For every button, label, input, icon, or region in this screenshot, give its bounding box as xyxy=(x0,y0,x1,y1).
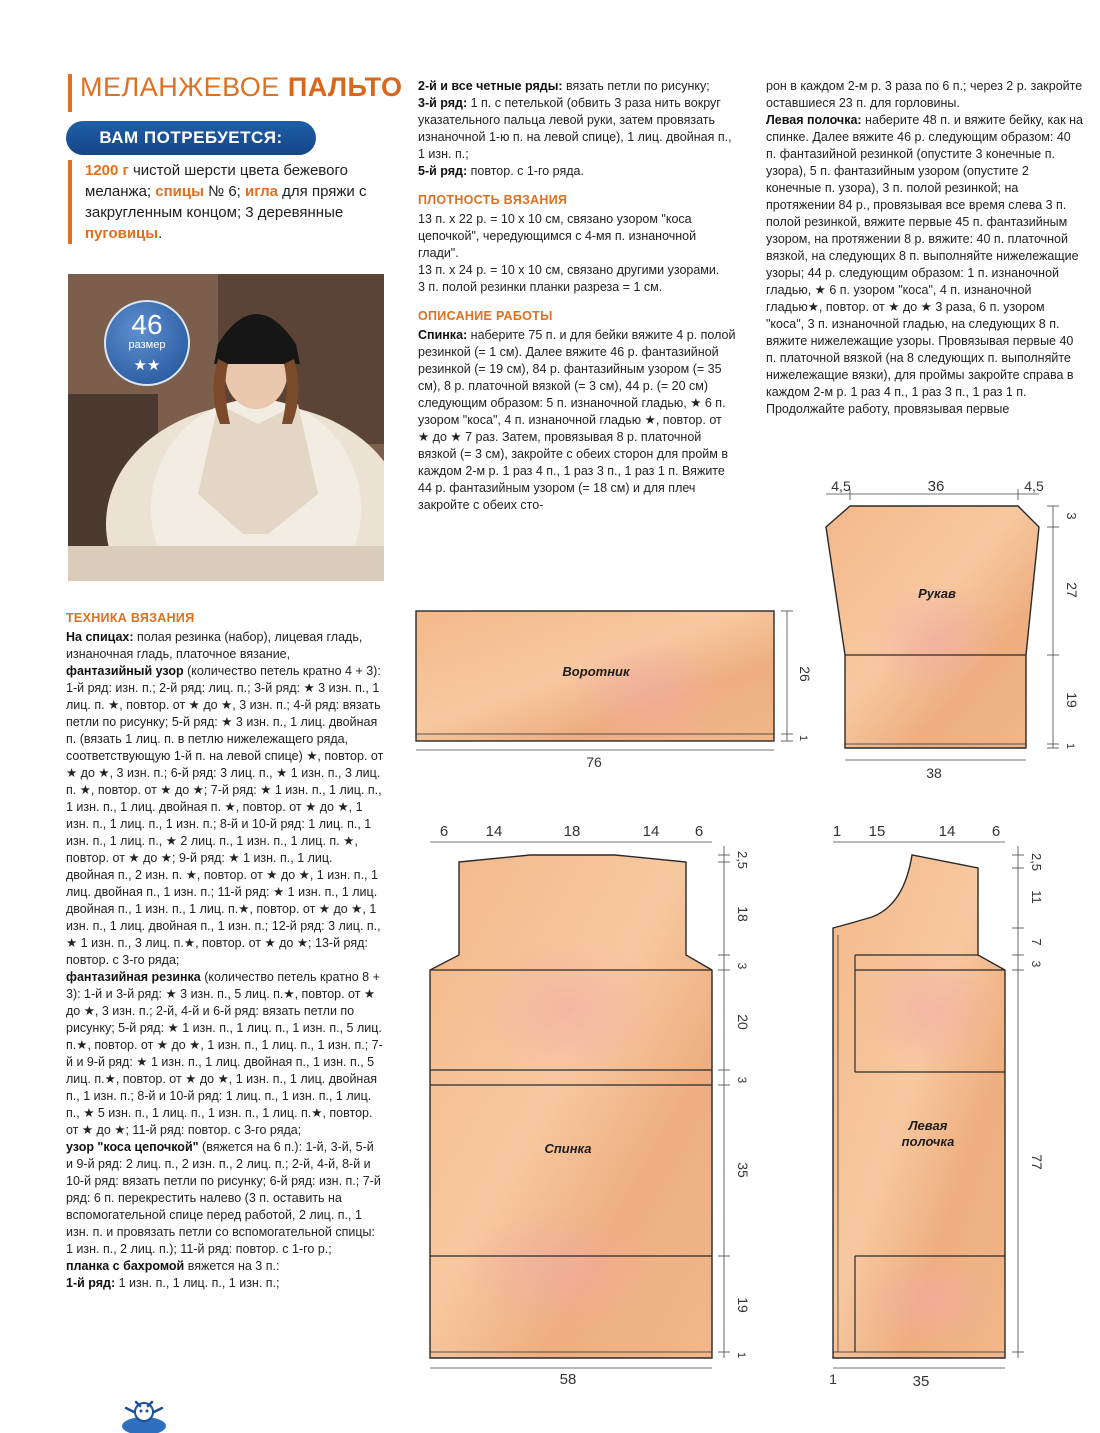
difficulty-stars: ★★ xyxy=(133,357,161,374)
needs-banner: ВАМ ПОТРЕБУЕТСЯ: xyxy=(66,121,316,155)
collar-diagram xyxy=(416,611,813,770)
front-dim-v4: 3 xyxy=(1029,960,1043,968)
back-dim-v4: 20 xyxy=(735,1014,751,1030)
title-bold: ПАЛЬТО xyxy=(287,72,403,102)
instructions-column-3: рон в каждом 2-м р. 3 раза по 6 п.; через 2 р. закройте оставшиеся 23 п. для горловины. Левая полочка: наберите 48 п. и вяжите бейку, как на спинке. Далее вяжите 46 р. следующим образом: 40 п. фантазийной резинкой (опустите 3 конечные п. узора), 5 п. фантазийным узором (опустите 2 конечные п. узора), 3 п. полой резинкой; на протяжении 84 р., провязывая все время слева 3 п. полой резинкой, вяжите первые 45 п. фантазийным узором, на протяжении 8 р. вяжите: 40 п. платочной вязкой, на следующих 8 п. выполняйте нижележащие узоры; 44 р. следующим образом: 1 п. изнаночной гладью, ★ 6 п. узором "коса", 4 п. изнаночной гладью★, повтор. от ★ до ★ 3 раза, 6 п. узором "коса", 3 п. изнаночной гладью, на следующих 8 п. вяжите нижележащие узоры. Провязывая первые 40 п. платочной вязкой (на 8 следующих п. выполняйте нижележащие вязки), для проймы закройте справа в каждом 2-м р. 1 раз 4 п., 1 раз 3 п., 1 раз 1 п. Продолжайте работу, провязывая первые xyxy=(766,79,1083,416)
back-dim-v8: 1 xyxy=(735,1351,747,1359)
back-dim-t3: 18 xyxy=(563,823,581,840)
back-diagram xyxy=(430,823,751,1388)
front-dim-v2: 11 xyxy=(1029,890,1044,904)
back-dim-t1: 6 xyxy=(439,823,449,840)
description-heading: ОПИСАНИЕ РАБОТЫ xyxy=(418,309,553,323)
sleeve-label: Рукав xyxy=(918,586,956,601)
sleeve-dim-v2: 27 xyxy=(1064,582,1080,598)
front-dim-v1: 2,5 xyxy=(1029,852,1044,872)
collar-dim-v2: 1 xyxy=(797,734,809,742)
materials-list: 1200 г чистой шерсти цвета бежевого меланжа; спицы № 6; игла для пряжи с закругленным концом; 3 деревянные пуговицы. xyxy=(68,160,397,244)
sleeve-dim-top-left: 4,5 xyxy=(831,478,851,494)
front-dim-b2: 35 xyxy=(912,1373,930,1390)
sleeve-dim-v1: 3 xyxy=(1064,512,1079,520)
sleeve-dim-bottom: 38 xyxy=(926,765,942,781)
size-number: 46 xyxy=(131,309,163,340)
back-dim-v3: 3 xyxy=(735,962,749,970)
front-dim-v5: 77 xyxy=(1029,1154,1045,1170)
technique-heading: ТЕХНИКА ВЯЗАНИЯ xyxy=(66,611,195,625)
sleeve-dim-v3: 19 xyxy=(1064,692,1080,708)
back-dim-bottom: 58 xyxy=(559,1371,577,1388)
back-dim-v6: 35 xyxy=(735,1162,751,1178)
back-label: Спинка xyxy=(544,1141,592,1156)
sleeve-dim-top-mid: 36 xyxy=(927,478,945,495)
back-dim-t5: 6 xyxy=(694,823,704,840)
back-dim-v5: 3 xyxy=(735,1076,749,1084)
front-dim-t1: 1 xyxy=(832,823,842,840)
sleeve-dim-top-right: 4,5 xyxy=(1024,478,1044,494)
back-dim-v2: 18 xyxy=(735,906,751,922)
size-label: размер xyxy=(128,339,166,351)
front-dim-v3: 7 xyxy=(1029,938,1044,946)
back-dim-t4: 14 xyxy=(642,823,660,840)
collar-label: Воротник xyxy=(562,664,630,679)
collar-dim-bottom: 76 xyxy=(586,754,602,770)
front-dim-t3: 14 xyxy=(938,823,956,840)
collar-dim-v1: 26 xyxy=(797,666,813,682)
density-heading: ПЛОТНОСТЬ ВЯЗАНИЯ xyxy=(418,193,568,207)
left-front-label-1: Левая xyxy=(908,1118,948,1133)
back-dim-v7: 19 xyxy=(735,1297,751,1313)
left-front-diagram xyxy=(829,823,1045,1390)
sleeve-dim-v4: 1 xyxy=(1064,742,1076,750)
title-light: МЕЛАНЖЕВОЕ xyxy=(80,72,280,102)
left-front-label-2: полочка xyxy=(901,1134,955,1149)
front-dim-t2: 15 xyxy=(868,823,886,840)
publisher-logo-icon xyxy=(112,1396,176,1433)
sleeve-diagram xyxy=(826,478,1080,781)
technique-column: ТЕХНИКА ВЯЗАНИЯ На спицах: полая резинка (набор), лицевая гладь, изнаночная гладь, платочное вязание, фантазийный узор (количество петель кратно 4 + 3): 1-й ряд: изн. п.; 2-й ряд: лиц. п.; 3-й ряд: ★ 3 изн. п., 1 лиц. п. ★, повтор. от ★ до ★, 3 изн. п.; 4-й ряд: вязать петли по рисунку; 5-й ряд: ★ 3 изн. п., 1 лиц. двойная п. (вязать 1 лиц. п. в петлю нижележащего ряда, соответствующую 1-й п. на левой спице) ★, повтор. от ★ до ★, 3 изн. п.; 6-й ряд: 3 лиц. п., ★ 1 изн. п., 3 лиц. п. ★, повтор. от ★ до ★; 7-й ряд: ★ 1 изн. п., 1 лиц. п., 1 изн. п., 1 лиц. двойная п. ★, повтор. от ★ до ★, 1 изн. п., 1 лиц. п., 1 изн. п.; 8-й и 10-й ряд: 1 лиц. п., 1 изн. п., 1 лиц. п., ★ 2 лиц. п., 1 изн. п., 1 лиц. п. ★, повтор. от ★ до ★; 9-й ряд: ★ 1 изн. п., 1 лиц. двойная п., 2 изн. п. ★, повтор. от ★ до ★, 1 изн. п., 1 лиц. двойная п., 1 изн. п.; 11-й ряд: ★ 1 изн. п., 1 лиц. двойная п., 1 изн. п., 1 лиц. п.★, повтор. от ★ до ★, 1 изн. п., 1 лиц. двойная п., 1 изн. п.; 12-й ряд: 3 лиц. п., ★ 1 изн. п., 3 лиц. п.★, повтор. от ★ до ★; 13-й ряд: повтор. с 3-го ряда; фантазийная резинка (количество петель кратно 8 + 3): 1-й и 3-й ряд: ★ 3 изн. п., 5 лиц. п.★, повтор. от ★ до ★, 3 изн. п.; 2-й, 4-й и 6-й ряд: вязать петли по рисунку; 5-й ряд: ★ 1 изн. п., 1 лиц. п., 1 изн. п., 5 лиц. п.★, повтор. от ★ до ★, 1 изн. п., 1 лиц. п., 1 изн. п.; 7-й и 9-й ряд: ★ 1 изн. п., 1 лиц. двойная п., 1 изн. п., 5 лиц. п.★, повтор. от ★ до ★, 1 изн. п., 1 лиц. двойная п., 1 изн. п.; 8-й и 10-й ряд: 1 лиц. п., 1 изн. п., 1 лиц. п., ★ 5 изн. п., 1 лиц. п., 1 изн. п., 1 лиц. п.★, повтор. от ★ до ★; 11-й ряд: повтор. с 3-го ряда; узор "коса цепочкой" (вяжется на 6 п.): 1-й, 3-й, 5-й и 9-й ряд: 2 лиц. п., 2 изн. п., 2 лиц. п.; 2-й, 4-й, 8-й и 10-й ряд: вязать петли по рисунку; 6-й ряд: изн. п.; 7-й ряд: 6 п. перекрестить налево (3 п. оставить на вспомогательной спице перед работой, 2 лиц. п., 1 изн. п. и провязать петли со вспомогательной спицы: 1 изн. п., 2 лиц. п.); 11-й ряд: повтор. с 1-го р.; планка с бахромой вяжется на 3 п.: 1-й ряд: 1 изн. п., 1 лиц. п., 1 изн. п.; xyxy=(66,611,384,1290)
back-dim-v1: 2,5 xyxy=(735,850,750,870)
instructions-column-2: 2-й и все четные ряды: вязать петли по рисунку; 3-й ряд: 1 п. с петелькой (обвить 3 раза нить вокруг указательного пальца левой руки, затем провязать изнаночной 1-ю п. на левой спице), 1 лиц. двойная п., 1 изн. п.; 5-й ряд: повтор. с 1-го ряда. ПЛОТНОСТЬ ВЯЗАНИЯ 13 п. х 22 р. = 10 х 10 см, связано узором "коса цепочкой", чередующимся с 4-мя п. изнаночной глади". 13 п. х 24 р. = 10 х 10 см, связано другими узорами. 3 п. полой резинки планки разреза = 1 см. ОПИСАНИЕ РАБОТЫ Спинка: наберите 75 п. и для бейки вяжите 4 р. полой резинкой (= 1 см). Далее вяжите 46 р. фантазийной резинкой (= 19 см), 84 р. фантазийным узором (= 35 см), 8 р. платочной вязкой (= 3 см), 44 р. (= 20 см) следующим образом: 5 п. изнаночной гладью, ★ 6 п. узором "коса", 4 п. изнаночной гладью ★, повтор. от ★ до ★ 7 раз. Затем, провязывая 8 р. платочной вязкой (= 3 см), закройте с обеих сторон для пройм в каждом 2-м р. 1 раз 4 п., 1 раз 3 п., 1 раз 1 п. Вяжите 44 р. фантазийным узором (= 18 см) и для плеч закройте с обеих сто- xyxy=(418,79,736,512)
front-dim-b1: 1 xyxy=(829,1371,837,1387)
front-dim-t4: 6 xyxy=(991,823,1001,840)
back-dim-t2: 14 xyxy=(485,823,503,840)
